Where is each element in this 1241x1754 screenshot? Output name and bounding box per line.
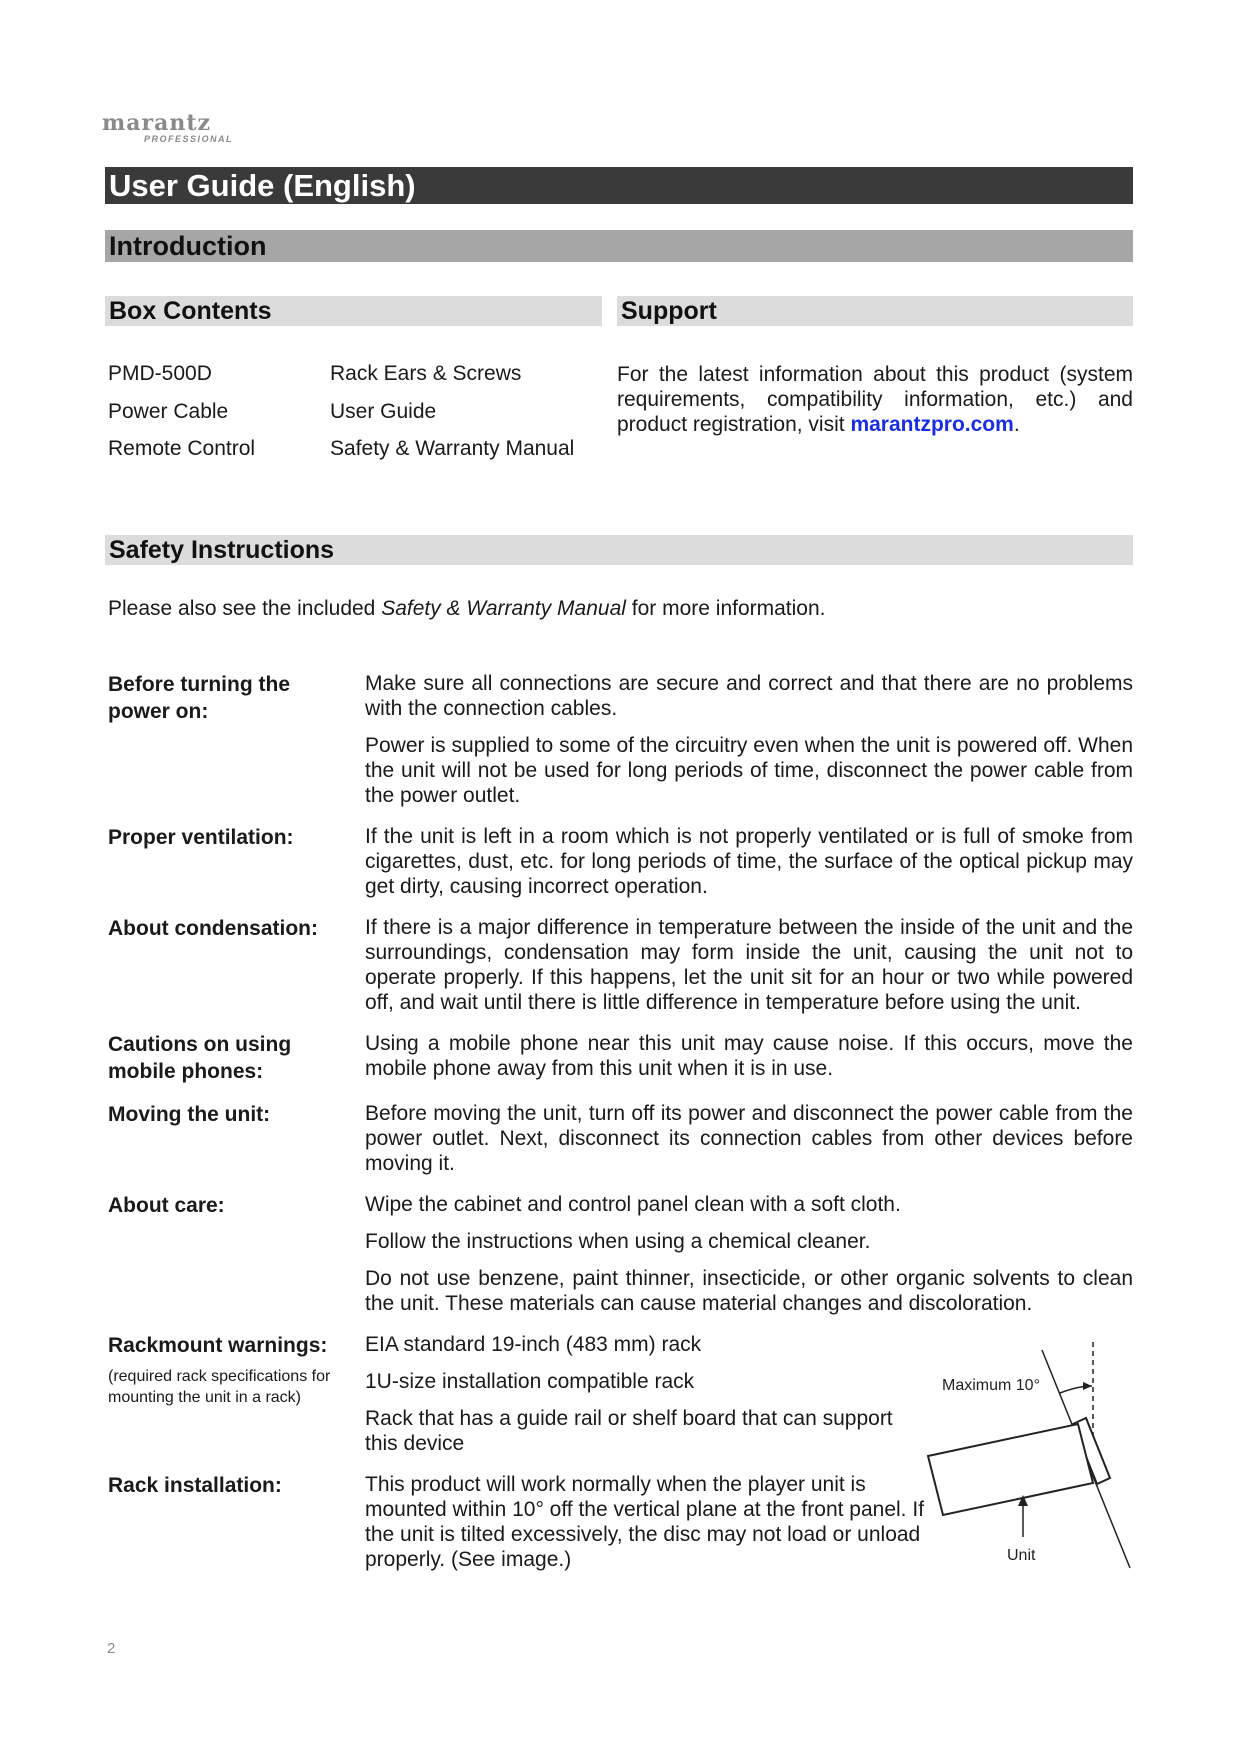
safety-item-text: [365, 671, 1133, 808]
page-title: User Guide (English): [105, 167, 1133, 204]
paragraph: If the unit is left in a room which is not properly ventilated or is full of smoke from cigarettes, dust, etc. for long periods of time, the surface of the optical pickup may get dirty, causing incorrect operation.: [365, 825, 1133, 898]
safety-manual-title: Safety & Warranty Manual: [381, 597, 626, 620]
safety-item-label: About condensation:: [108, 917, 318, 940]
paragraph: EIA standard 19-inch (483 mm) rack: [365, 1333, 702, 1356]
support-heading: Support: [617, 296, 1133, 326]
safety-item-label: Proper ventilation:: [108, 826, 294, 849]
section-heading-introduction: Introduction: [105, 230, 1133, 262]
box-item: Remote Control: [108, 437, 256, 460]
safety-item-label-group: [108, 1332, 365, 1456]
box-contents-heading: Box Contents: [105, 296, 602, 326]
marantz-professional-logo: [102, 112, 242, 148]
safety-item-condensation: [108, 915, 1133, 1015]
paragraph: If there is a major difference in temperature between the inside of the unit and the surroundings, condensation may form inside the unit, causing the unit not to operate properly. If this happens, let the unit sit for an hour or two while powered off, and wait until there is little difference in temperature before using the unit.: [365, 916, 1133, 1014]
paragraph: Follow the instructions when using a chemical cleaner.: [365, 1230, 871, 1253]
safety-item-mobile-phones: [108, 1031, 1133, 1085]
box-contents-column-2: [330, 355, 574, 468]
paragraph: Before moving the unit, turn off its power and disconnect the power cable from the power outlet. Next, disconnect its connection cables from other devices before moving it.: [365, 1102, 1133, 1175]
support-text: [617, 362, 1133, 437]
safety-item-label: Cautions on using mobile phones:: [108, 1033, 292, 1083]
logo-sub: PROFESSIONAL: [144, 134, 234, 144]
paragraph: Using a mobile phone near this unit may cause noise. If this occurs, move the mobile phone away from this unit when it is in use.: [365, 1032, 1133, 1080]
safety-item-note: (required rack specifications for mounting the unit in a rack): [108, 1368, 331, 1406]
paragraph: This product will work normally when the player unit is mounted within 10° off the vertical plane at the front panel. If the unit is tilted excessively, the disc may not load or unload properly. (See image.): [365, 1473, 925, 1571]
safety-item-label: Rackmount warnings:: [108, 1334, 328, 1357]
box-item: Rack Ears & Screws: [330, 362, 522, 385]
support-suffix: .: [1013, 413, 1020, 436]
box-contents-column-1: [108, 355, 255, 468]
safety-item-label: Rack installation:: [108, 1474, 282, 1497]
safety-intro-after: for more information.: [625, 597, 826, 620]
safety-item-ventilation: [108, 824, 1133, 899]
safety-item-text: [365, 1101, 1133, 1176]
paragraph: Power is supplied to some of the circuitry even when the unit is powered off. When the unit will not be used for long periods of time, disconnect the power cable from the power outlet.: [365, 734, 1133, 807]
box-item: User Guide: [330, 399, 437, 423]
safety-intro: [108, 597, 826, 621]
safety-item-text: [365, 915, 1133, 1015]
support-link[interactable]: marantzpro.com: [850, 413, 1014, 436]
support-body: For the latest information about this product (system requirements, compatibility information, etc.) and product registration, visit: [617, 363, 1133, 436]
safety-item-text: [365, 824, 1133, 899]
safety-item-care: [108, 1192, 1133, 1316]
safety-item-moving: [108, 1101, 1133, 1176]
logo-brand: marantz: [102, 110, 212, 136]
safety-item-text: [365, 1192, 1133, 1316]
safety-item-label: Before turning the power on:: [108, 673, 290, 723]
safety-item-label: Moving the unit:: [108, 1103, 271, 1126]
unit-label: Unit: [1007, 1547, 1036, 1564]
paragraph: Make sure all connections are secure and correct and that there are no problems with the connection cables.: [365, 672, 1133, 720]
safety-intro-before: Please also see the included: [108, 597, 382, 620]
box-item: Power Cable: [108, 399, 229, 423]
box-item: PMD-500D: [108, 362, 212, 385]
safety-instructions-heading: Safety Instructions: [105, 535, 1133, 565]
page-number: 2: [107, 1640, 116, 1657]
paragraph: Wipe the cabinet and control panel clean with a soft cloth.: [365, 1193, 901, 1216]
safety-item-text: [365, 1031, 1133, 1085]
max-angle-label: Maximum 10°: [942, 1377, 1040, 1394]
angle-arrowhead: [1083, 1382, 1092, 1390]
rack-tilt-diagram: [920, 1340, 1140, 1580]
unit-body-shape: [928, 1424, 1093, 1515]
paragraph: Do not use benzene, paint thinner, insecticide, or other organic solvents to clean the unit. These materials can cause material changes and discoloration.: [365, 1267, 1133, 1315]
paragraph: 1U-size installation compatible rack: [365, 1370, 695, 1393]
safety-item-before-power: [108, 671, 1133, 808]
safety-item-label: About care:: [108, 1194, 225, 1217]
paragraph: Rack that has a guide rail or shelf board that can support this device: [365, 1407, 893, 1455]
box-item: Safety & Warranty Manual: [330, 437, 575, 460]
